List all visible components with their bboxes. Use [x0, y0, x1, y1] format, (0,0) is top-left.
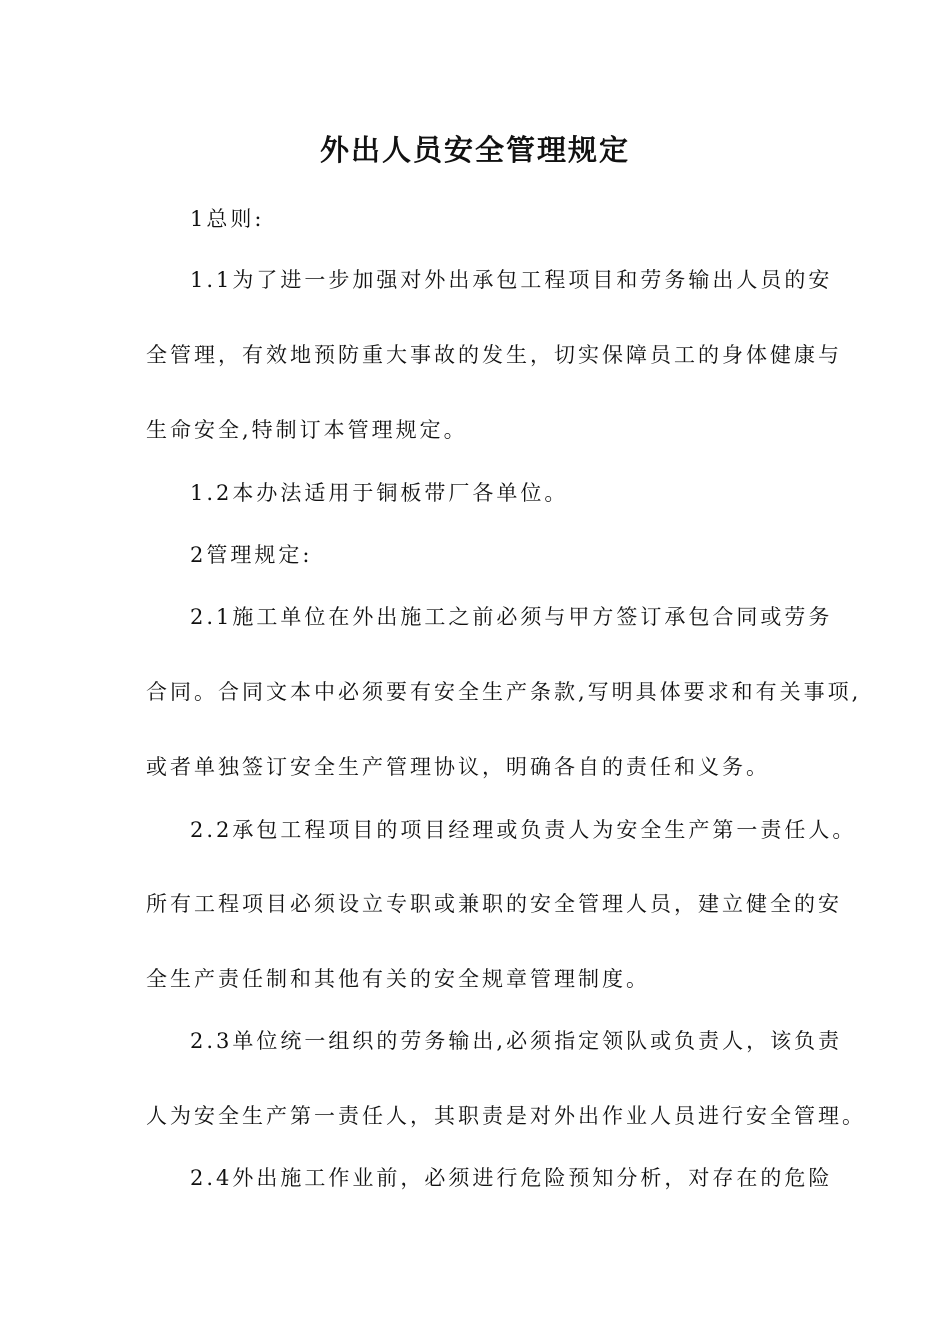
paragraph-line: 生命安全,特制订本管理规定。	[146, 418, 468, 442]
section-heading-rules: 2管理规定:	[190, 543, 313, 567]
paragraph-line: 1.2本办法适用于铜板带厂各单位。	[190, 481, 569, 505]
paragraph-line: 或者单独签订安全生产管理协议，明确各自的责任和义务。	[146, 755, 770, 779]
document-title: 外出人员安全管理规定	[319, 133, 630, 167]
paragraph-line: 合同。合同文本中必须要有安全生产条款,写明具体要求和有关事项,	[146, 680, 862, 704]
paragraph-line: 2.4外出施工作业前，必须进行危险预知分析，对存在的危险	[190, 1166, 833, 1190]
section-heading-general: 1总则:	[190, 207, 265, 231]
paragraph-line: 2.2承包工程项目的项目经理或负责人为安全生产第一责任人。	[190, 818, 857, 842]
paragraph-line: 全生产责任制和其他有关的安全规章管理制度。	[146, 967, 650, 991]
paragraph-line: 1.1为了进一步加强对外出承包工程项目和劳务输出人员的安	[190, 268, 833, 292]
paragraph-line: 全管理，有效地预防重大事故的发生，切实保障员工的身体健康与	[146, 343, 842, 367]
paragraph-line: 所有工程项目必须设立专职或兼职的安全管理人员，建立健全的安	[146, 892, 842, 916]
paragraph-line: 人为安全生产第一责任人，其职责是对外出作业人员进行安全管理。	[146, 1104, 866, 1128]
paragraph-line: 2.3单位统一组织的劳务输出,必须指定领队或负责人，该负责	[190, 1029, 843, 1053]
paragraph-line: 2.1施工单位在外出施工之前必须与甲方签订承包合同或劳务	[190, 605, 833, 629]
